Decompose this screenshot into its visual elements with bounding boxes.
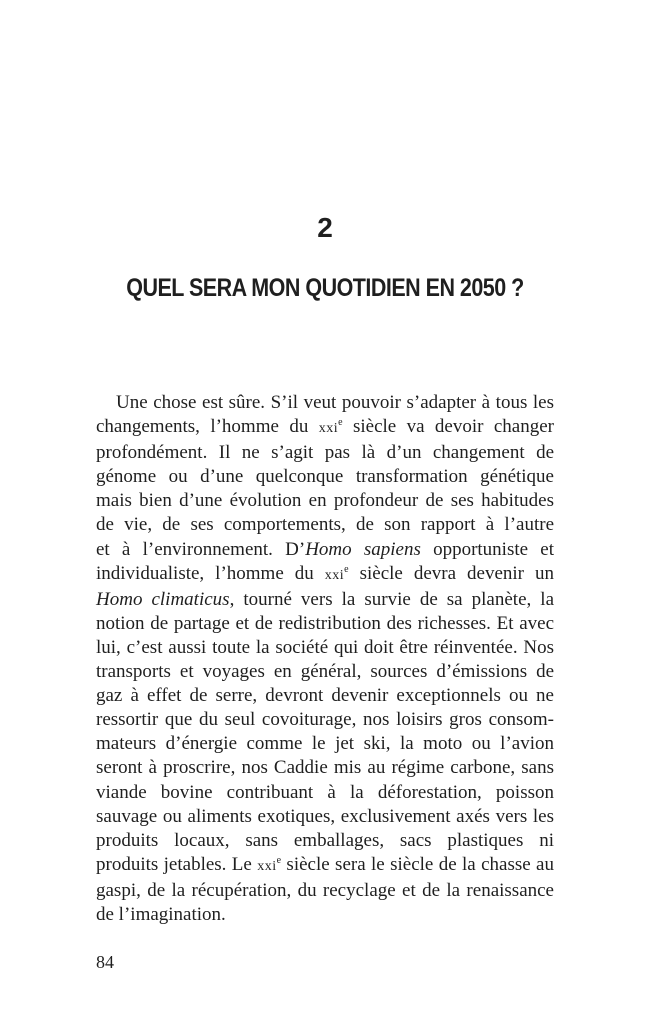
text-line: Homo climaticus, tourné vers la survie de sa planète, la xyxy=(96,588,554,610)
century-numeral: xxi xyxy=(324,567,345,583)
century-numeral: xxi xyxy=(257,858,277,874)
chapter-number: 2 xyxy=(317,212,333,243)
text-line: mais bien d’une évolution en profondeur de ses habitudes xyxy=(96,490,554,512)
text-line: produits locaux, sans emballages, sacs plastiques ni xyxy=(96,829,554,851)
italic-term: Homo climaticus xyxy=(96,588,230,610)
text-line: génome ou d’une quelconque transformation génétique xyxy=(96,466,554,488)
text-line: individualiste, l’homme du xxi$^e$ siècle devra devenir un xyxy=(96,562,554,584)
text-line: transports et voyages en général, sources d’émissions de xyxy=(96,661,554,683)
text-line: mateurs d’énergie comme le jet ski, la moto ou l’avion xyxy=(96,733,554,755)
text-line: produits jetables. Le xxi$^e$ siècle sera le siècle de la chasse au xyxy=(96,853,554,875)
italic-term: Homo sapiens xyxy=(305,538,421,560)
text-line: profondément. Il ne s’agit pas là d’un changement de xyxy=(96,442,554,464)
text-line: viande bovine contribuant à la déforestation, poisson xyxy=(96,781,554,803)
text-line: de vie, de ses comportements, de son rapport à l’autre xyxy=(96,514,554,536)
text-line: notion de partage et de redistribution des richesses. Et avec xyxy=(96,612,554,634)
text-line: seront à proscrire, nos Caddie mis au régime carbone, sans xyxy=(96,757,554,779)
text-line: lui, c’est aussi toute la société qui doit être réinventée. Nos xyxy=(96,636,554,658)
text-line: Une chose est sûre. S’il veut pouvoir s’adapter à tous les xyxy=(116,392,554,413)
text-line: et à l’environnement. D’Homo sapiens opportuniste et xyxy=(96,538,555,560)
text-line: ressortir que du seul covoiturage, nos loisirs gros consom- xyxy=(96,709,554,731)
text-line: de l’imagination. xyxy=(96,903,226,925)
text-line: changements, l’homme du xxi$^e$ siècle va devoir changer xyxy=(96,416,554,438)
text-line: sauvage ou aliments exotiques, exclusivement axés vers les xyxy=(96,805,554,827)
chapter-title: QUEL SERA MON QUOTIDIEN EN 2050 ? xyxy=(126,274,524,302)
text-line: gaspi, de la récupération, du recyclage et de la renaissance xyxy=(96,879,554,901)
century-numeral: xxi xyxy=(318,421,339,437)
chapter-body-paragraph xyxy=(96,391,554,927)
text-line: gaz à effet de serre, devront devenir exceptionnels ou ne xyxy=(96,685,554,707)
page-number: 84 xyxy=(96,952,114,972)
